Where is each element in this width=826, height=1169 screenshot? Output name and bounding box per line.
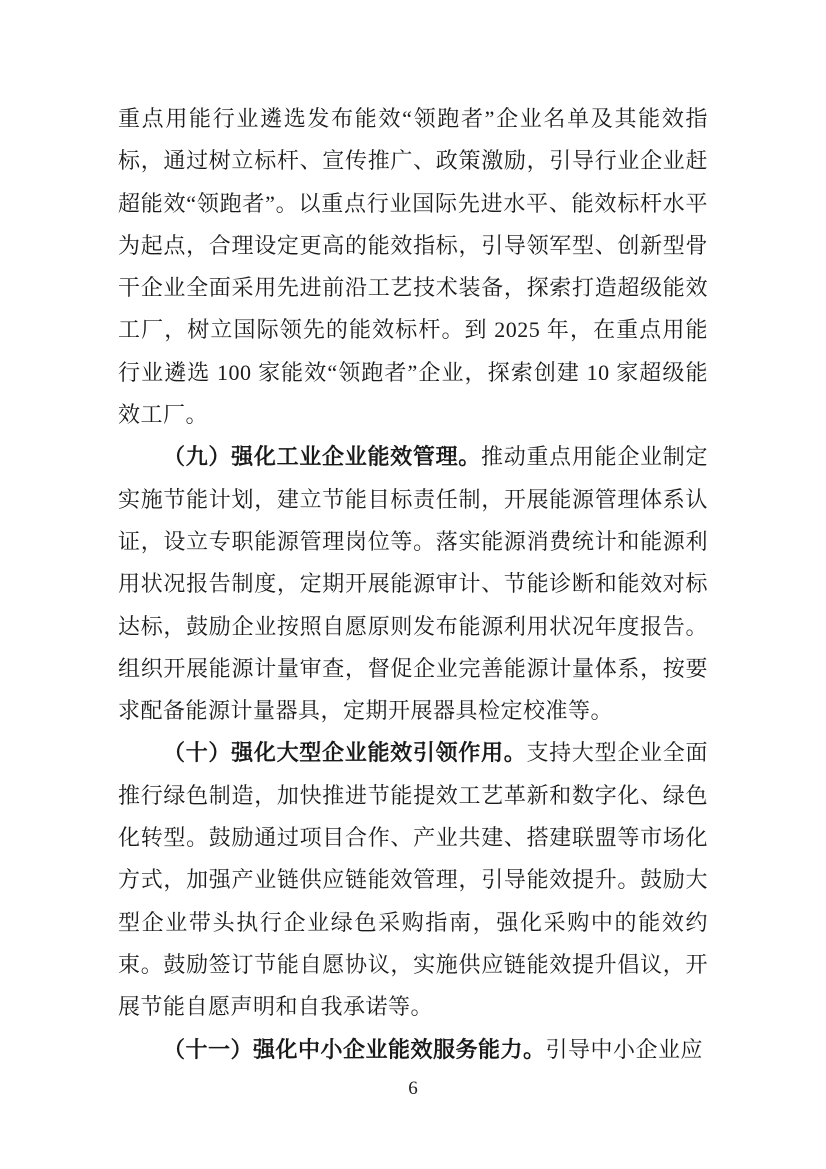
- page-footer: [0, 1078, 826, 1100]
- text-run: 引导中小企业应: [545, 1036, 704, 1062]
- paragraph: [118, 1029, 708, 1071]
- section-heading-run: （十）强化大型企业能效引领作用。: [163, 740, 527, 766]
- page-number: 6: [408, 1078, 418, 1099]
- text-run: 推动重点用能企业制定实施节能计划，建立节能目标责任制，开展能源管理体系认证，设立专职能源管理岗位等。落实能源消费统计和能源利用状况报告制度，定期开展能源审计、节能诊断和能效对标达标，鼓励企业按照自愿原则发布能源利用状况年度报告。组织开展能源计量审查，督促企业完善能源计量体系，按要求配备能源计量器具，定期开展器具检定校准等。: [118, 444, 708, 724]
- section-heading-run: （九）强化工业企业能效管理。: [163, 444, 482, 470]
- paragraph: [118, 98, 708, 436]
- paragraph: [118, 436, 708, 732]
- section-heading-run: （十一）强化中小企业能效服务能力。: [163, 1036, 546, 1062]
- text-run: 支持大型企业全面推行绿色制造，加快推进节能提效工艺革新和数字化、绿色化转型。鼓励通过项目合作、产业共建、搭建联盟等市场化方式，加强产业链供应链能效管理，引导能效提升。鼓励大型企业带头执行企业绿色采购指南，强化采购中的能效约束。鼓励签订节能自愿协议，实施供应链能效提升倡议，开展节能自愿声明和自我承诺等。: [118, 740, 708, 1020]
- text-run: 重点用能行业遴选发布能效“领跑者”企业名单及其能效指标，通过树立标杆、宣传推广、政策激励，引导行业企业赶超能效“领跑者”。以重点行业国际先进水平、能效标杆水平为起点，合理设定更高的能效指标，引导领军型、创新型骨干企业全面采用先进前沿工艺技术装备，探索打造超级能效工厂，树立国际领先的能效标杆。到 2025 年，在重点用能行业遴选 100 家能效“领跑者”企业，探索创建 10 家超级能效工厂。: [118, 106, 708, 428]
- paragraph: [118, 732, 708, 1028]
- document-body: [118, 98, 708, 1071]
